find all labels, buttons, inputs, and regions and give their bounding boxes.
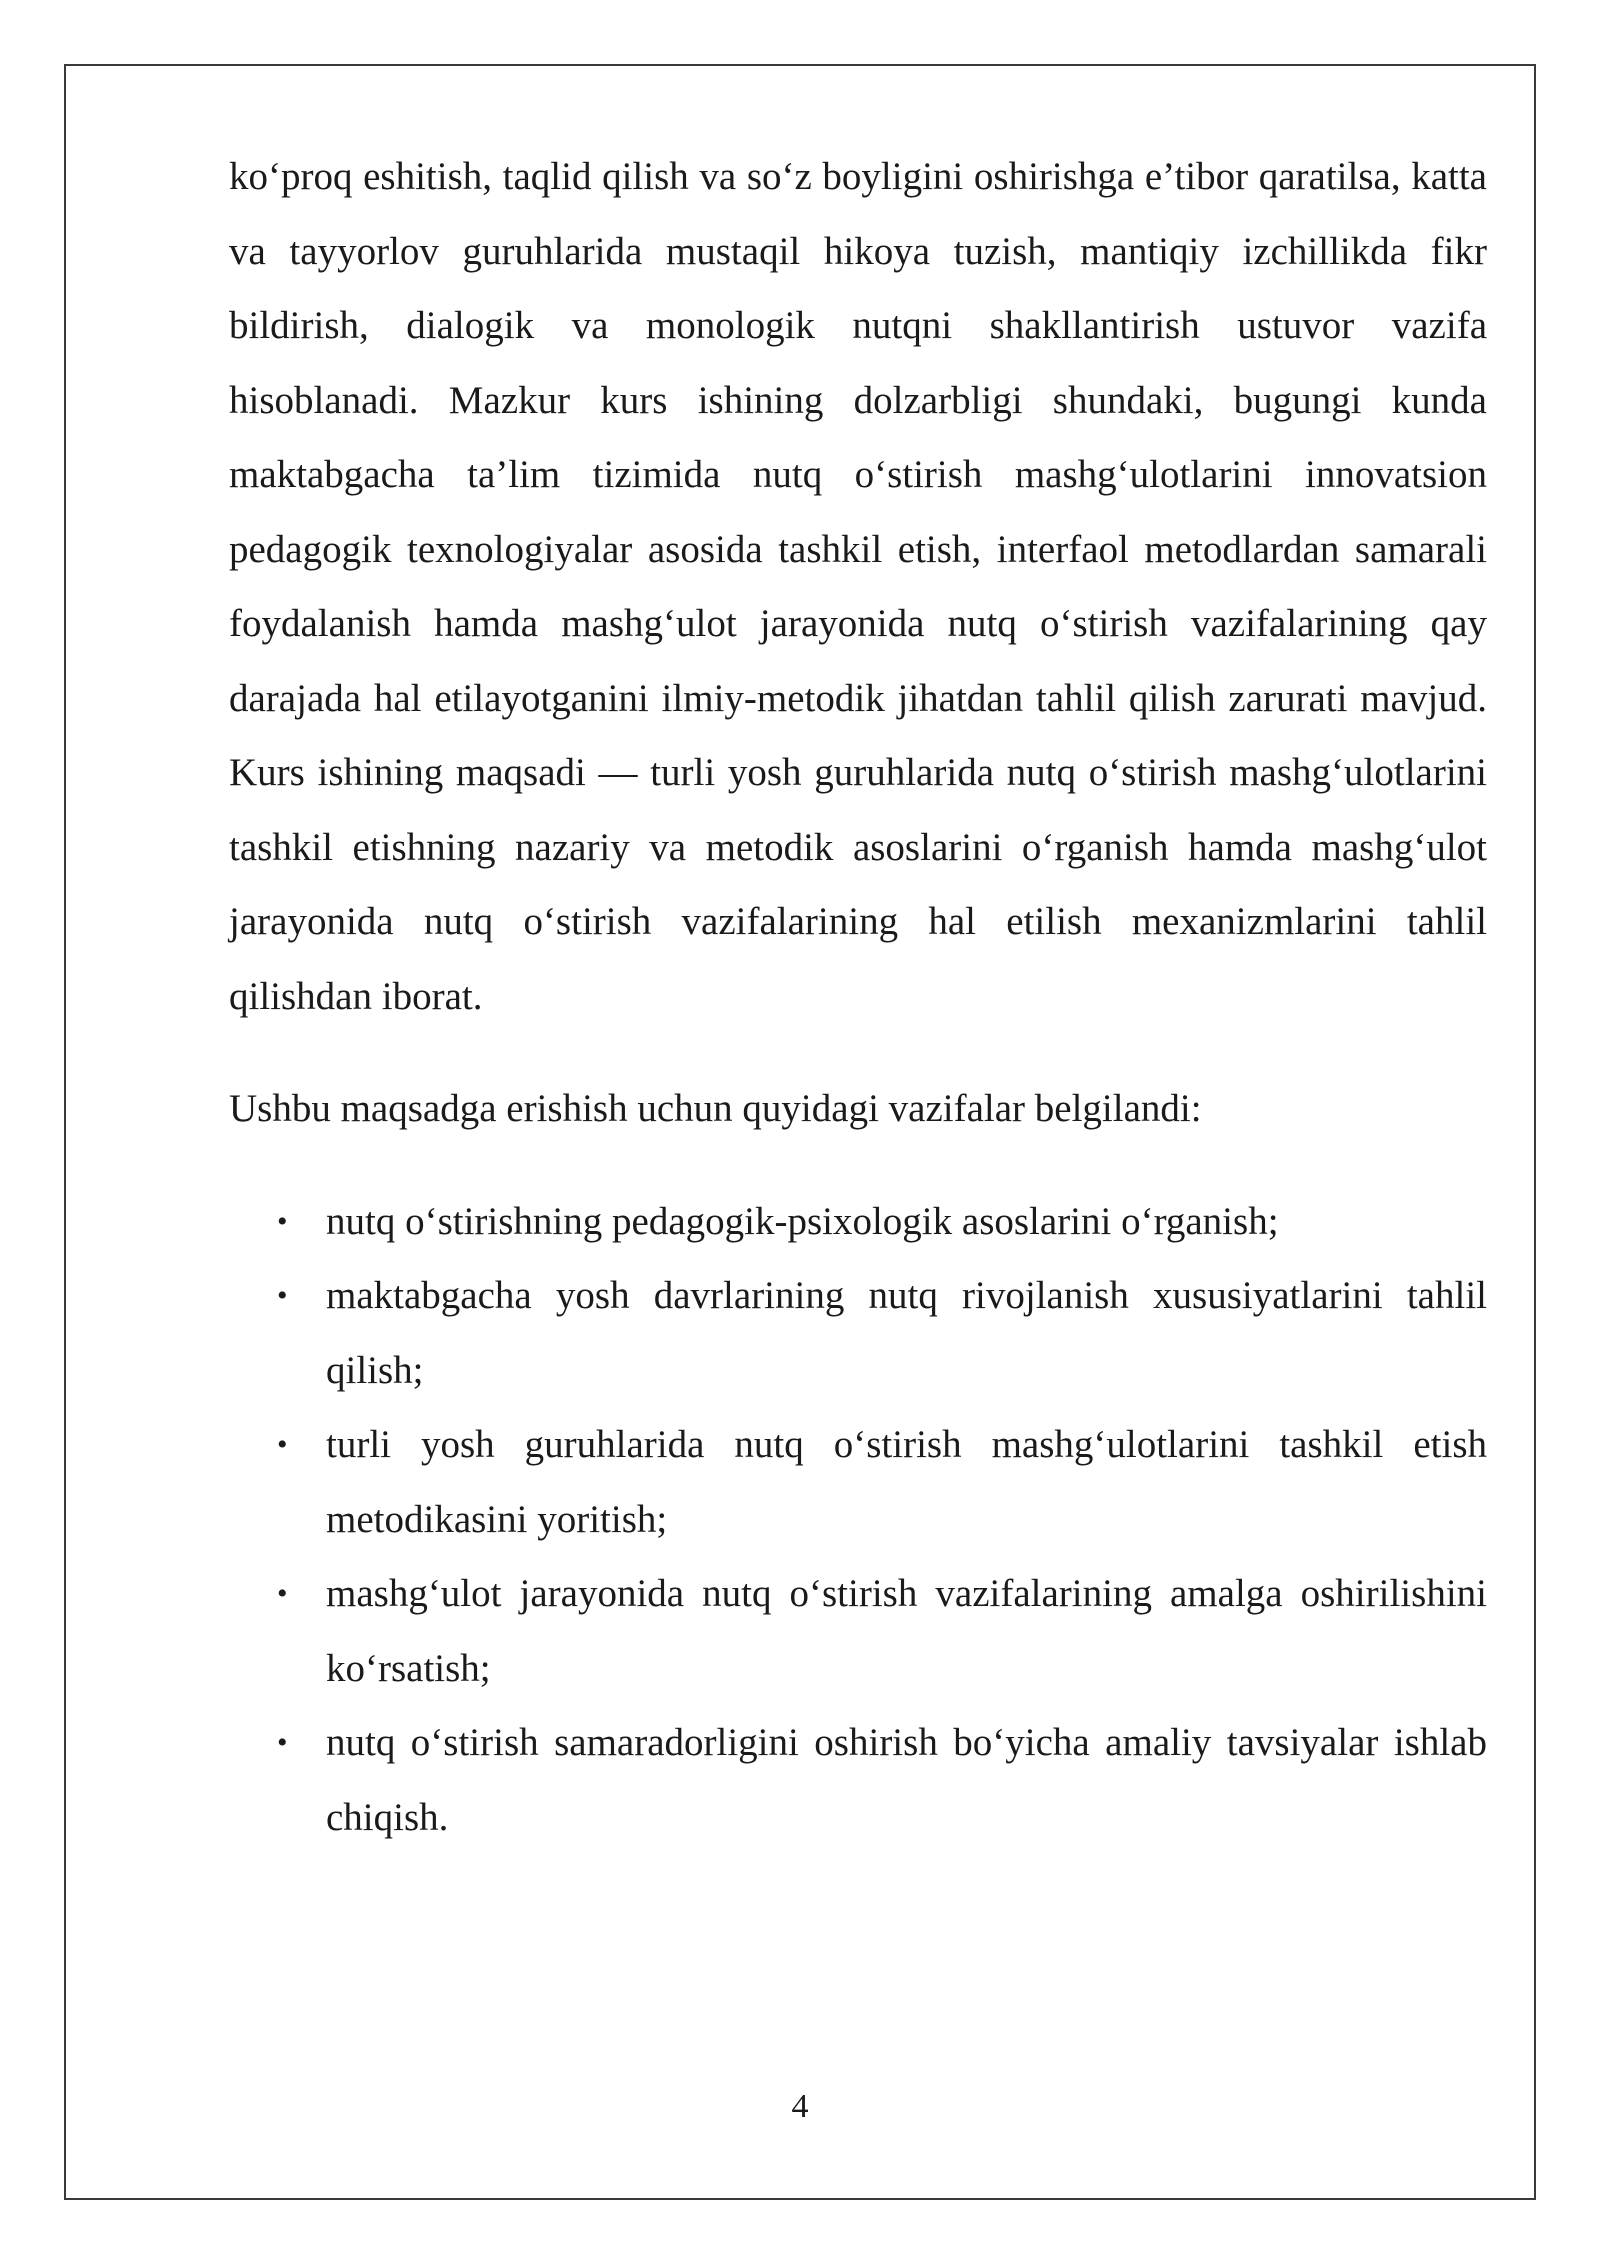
bullet-icon: • xyxy=(277,1204,288,1238)
list-item xyxy=(229,1706,1487,1855)
page-number: 4 xyxy=(791,2088,809,2125)
list-item-text: maktabgacha yosh davrlarining nutq rivojlanish xususiyatlarini tahlil qilish; xyxy=(326,1274,1487,1392)
page-content xyxy=(229,140,1487,1855)
list-item xyxy=(229,1185,1487,1260)
tasks-intro: Ushbu maqsadga erishish uchun quyidagi vazifalar belgilandi: xyxy=(229,1087,1202,1130)
list-item xyxy=(229,1557,1487,1706)
list-item-text: mashg‘ulot jarayonida nutq o‘stirish vazifalarining amalga oshirilishini ko‘rsatish; xyxy=(326,1572,1487,1690)
body-paragraph: ko‘proq eshitish, taqlid qilish va so‘z boyligini oshirishga e’tibor qaratilsa, katta va tayyorlov guruhlarida mustaqil hikoya tuzish, mantiqiy izchillikda fikr bildirish, dialogik va monologik nutqni shakllantirish ustuvor vazifa hisoblanadi. Mazkur kurs ishining dolzarbligi shundaki, bugungi kunda maktabgacha ta’lim tizimida nutq o‘stirish mashg‘ulotlarini innovatsion pedagogik texnologiyalar asosida tashkil etish, interfaol metodlardan samarali foydalanish hamda mashg‘ulot jarayonida nutq o‘stirish vazifalarining qay darajada hal etilayotganini ilmiy-metodik jihatdan tahlil qilish zarurati mavjud. Kurs ishining maqsadi — turli yosh guruhlarida nutq o‘stirish mashg‘ulotlarini tashkil etishning nazariy va metodik asoslarini o‘rganish hamda mashg‘ulot jarayonida nutq o‘stirish vazifalarining hal etilish mexanizmlarini tahlil qilishdan iborat. xyxy=(229,155,1487,1018)
bullet-icon: • xyxy=(277,1428,288,1461)
bullet-icon: • xyxy=(277,1279,288,1312)
list-item xyxy=(229,1408,1487,1557)
bullet-icon: • xyxy=(277,1726,288,1759)
list-item xyxy=(229,1259,1487,1408)
list-item-text: turli yosh guruhlarida nutq o‘stirish mashg‘ulotlarini tashkil etish metodikasini yoritish; xyxy=(326,1423,1487,1541)
bullet-icon: • xyxy=(277,1577,288,1610)
task-list xyxy=(229,1185,1487,1856)
list-item-text: nutq o‘stirish samaradorligini oshirish bo‘yicha amaliy tavsiyalar ishlab chiqish. xyxy=(326,1721,1487,1839)
list-item-text: nutq o‘stirishning pedagogik-psixologik asoslarini o‘rganish; xyxy=(326,1199,1279,1243)
